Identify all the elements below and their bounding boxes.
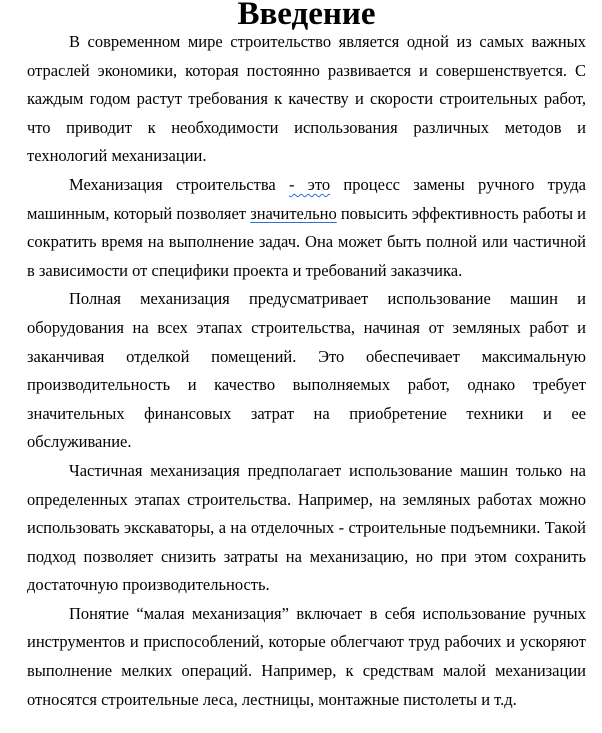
grammar-flagged-text[interactable]: - это bbox=[289, 174, 331, 194]
paragraph-small-mechanization: Понятие “малая механизация” включает в себя использование ручных инструментов и приспособлений, которые облегчают труд рабочих и ускоряют выполнение мелких операций. Например, к средствам малой механизации относятся строительные леса, лестницы, монтажные пистолеты и т.д. bbox=[27, 603, 586, 709]
paragraph-mechanization-definition bbox=[27, 171, 586, 285]
document-title: Введение bbox=[237, 0, 376, 32]
paragraph-segment: повысить эффективность работы и сократить время на выполнение задач. Она может быть полной или частичной в зависимости от специфики проекта и требований заказчика. bbox=[27, 203, 587, 280]
paragraph-intro: В современном мире строительство является одной из самых важных отраслей экономики, которая постоянно развивается и совершенствуется. С каждым годом растут требования к качеству и скорости строительных работ, что приводит к необходимости использования различных методов и технологий механизации. bbox=[27, 32, 586, 166]
paragraph-full-mechanization: Полная механизация предусматривает использование машин и оборудования на всех этапах строительства, начиная от земляных работ и заканчивая отделкой помещений. Это обеспечивает максимальную производительность и качество выполняемых работ, однако требует значительных финансовых затрат на приобретение техники и ее обслуживание. bbox=[27, 289, 586, 452]
document-page[interactable] bbox=[27, 0, 586, 733]
paragraph-segment: процесс замены ручного труда машинным, который позволяет bbox=[27, 174, 586, 223]
paragraph-partial-mechanization: Частичная механизация предполагает использование машин только на определенных этапах строительства. Например, на земляных работах можно использовать экскаваторы, а на отделочных - строительные подъемники. Такой подход позволяет снизить затраты на механизацию, но при этом сохранить достаточную производительность. bbox=[27, 460, 586, 595]
paragraph-segment: Механизация строительства bbox=[69, 174, 290, 194]
grammar-flagged-word[interactable]: значительно bbox=[250, 203, 337, 223]
